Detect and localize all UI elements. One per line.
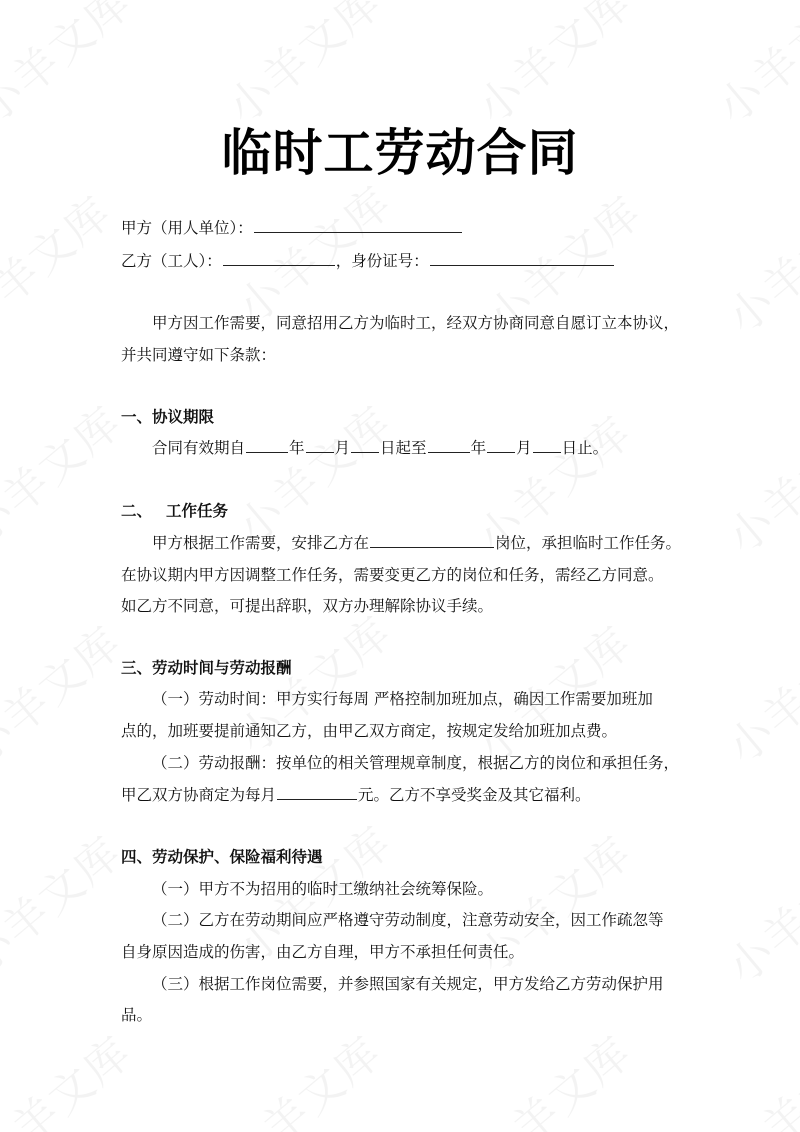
year-label: 年 <box>289 439 305 457</box>
end-month-blank-field[interactable] <box>487 438 515 453</box>
term-label: 合同有效期自 <box>152 439 246 457</box>
party-b-label: 乙方（工人）： <box>121 252 222 270</box>
preamble-line-1: 甲方因工作需要，同意招用乙方为临时工，经双方协商同意自愿订立本协议， <box>152 314 680 332</box>
comma: ， <box>335 252 352 270</box>
section-4-item-3-line-1: （三）根据工作岗位需要，并参照国家有关规定，甲方发给乙方劳动保护用 <box>152 975 664 993</box>
section-4-item-3-line-2: 品。 <box>121 1006 153 1024</box>
preamble-line-2: 并共同遵守如下条款： <box>121 346 277 364</box>
party-b-name-blank-field[interactable] <box>223 251 335 266</box>
end-day-blank-field[interactable] <box>533 438 561 453</box>
section-4-item-2-line-1: （二）乙方在劳动期间应严格遵守劳动制度，注意劳动安全，因工作疏忽等 <box>152 911 664 929</box>
party-a-blank-field[interactable] <box>254 218 462 233</box>
day-end-label: 日止。 <box>561 439 609 457</box>
party-b-row <box>121 251 615 271</box>
section-2-heading <box>121 501 228 521</box>
position-label: 甲方根据工作需要，安排乙方在 <box>152 534 370 552</box>
section-2-line-3: 如乙方不同意，可提出辞职，双方办理解除协议手续。 <box>121 597 494 615</box>
month-label: 月 <box>334 439 351 457</box>
section-2-line-1 <box>152 533 681 553</box>
year-label: 年 <box>470 439 487 457</box>
month-label: 月 <box>516 439 532 457</box>
section-2-line-2: 在协议期内甲方因调整工作任务，需要变更乙方的岗位和任务，需经乙方同意。 <box>121 566 664 584</box>
id-number-blank-field[interactable] <box>430 251 614 266</box>
position-suffix: 岗位，承担临时工作任务。 <box>495 534 682 552</box>
end-year-blank-field[interactable] <box>428 438 470 453</box>
document-title: 临时工劳动合同 <box>221 124 579 182</box>
section-3-item-1-line-1: （一）劳动时间：甲方实行每周 严格控制加班加点，确因工作需要加班加 <box>152 690 653 708</box>
salary-suffix: 元。乙方不享受奖金及其它福利。 <box>358 786 591 804</box>
monthly-salary-blank-field[interactable] <box>277 785 357 800</box>
section-2-title: 工作任务 <box>166 501 229 520</box>
section-2-number: 二、 <box>121 501 153 520</box>
section-3-item-2-line-1: （二）劳动报酬：按单位的相关管理规章制度，根据乙方的岗位和承担任务， <box>152 754 680 772</box>
salary-label: 甲乙双方协商定为每月 <box>121 786 277 804</box>
section-3-heading: 三、劳动时间与劳动报酬 <box>121 658 292 677</box>
party-a-row <box>121 218 463 238</box>
section-4-heading: 四、劳动保护、保险福利待遇 <box>121 847 323 866</box>
term-row <box>152 438 608 458</box>
start-month-blank-field[interactable] <box>306 438 334 453</box>
start-day-blank-field[interactable] <box>351 438 379 453</box>
start-year-blank-field[interactable] <box>246 438 288 453</box>
section-3-item-1-line-2: 点的，加班要提前通知乙方，由甲乙双方商定，按规定发给加班加点费。 <box>121 722 618 740</box>
id-number-label: 身份证号： <box>351 252 429 270</box>
position-blank-field[interactable] <box>370 533 494 548</box>
section-4-item-1: （一）甲方不为招用的临时工缴纳社会统筹保险。 <box>152 880 494 898</box>
section-4-item-2-line-2: 自身原因造成的伤害，由乙方自理，甲方不承担任何责任。 <box>121 943 525 961</box>
party-a-label: 甲方（用人单位）： <box>121 219 253 237</box>
section-3-item-2-line-2 <box>121 785 591 805</box>
day-to-label: 日起至 <box>380 439 427 457</box>
section-1-heading: 一、协议期限 <box>121 407 215 426</box>
